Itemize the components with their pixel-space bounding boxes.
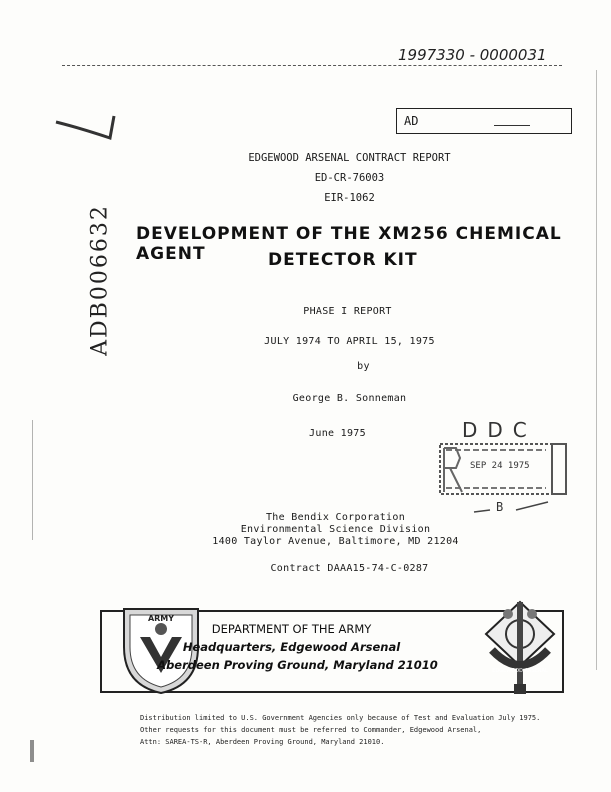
- report-title-line-1: DEVELOPMENT OF THE XM256 CHEMICAL AGENT: [136, 224, 562, 264]
- by-label: by: [357, 361, 370, 372]
- contractor-name: The Bendix Corporation: [265, 512, 406, 523]
- svg-text:ARMY: ARMY: [147, 614, 175, 623]
- svg-text:EDGEWOOD ARSENAL: EDGEWOOD ARSENAL: [492, 668, 548, 674]
- right-scan-edge: [596, 70, 597, 670]
- location-line: Aberdeen Proving Ground, Maryland 21010: [157, 658, 438, 672]
- contractor-address: 1400 Taylor Avenue, Baltimore, MD 21204: [212, 536, 459, 547]
- vertical-document-id: ADB006632: [87, 204, 113, 356]
- distribution-line-2: Other requests for this document must be referred to Commander, Edgewood Arsenal,: [140, 726, 482, 734]
- report-date: June 1975: [309, 428, 366, 439]
- margin-checkmark: [52, 110, 122, 150]
- distribution-line-1: Distribution limited to U.S. Government Agencies only because of Test and Evaluation July 1975.: [140, 714, 541, 722]
- phase-label: PHASE I REPORT: [303, 306, 392, 317]
- department-title: DEPARTMENT OF THE ARMY: [211, 622, 372, 636]
- report-code-2: EIR-1062: [324, 192, 375, 204]
- distribution-line-3: Attn: SAREA-TS-R, Aberdeen Proving Ground, Maryland 21010.: [140, 738, 385, 746]
- author-name: George B. Sonneman: [292, 393, 407, 404]
- left-scan-edge: [32, 420, 33, 540]
- contract-number: Contract DAAA15-74-C-0287: [270, 563, 429, 574]
- headquarters-line: Headquarters, Edgewood Arsenal: [182, 640, 401, 654]
- ad-label: AD: [404, 114, 419, 128]
- ad-number-box: [396, 108, 572, 134]
- ad-underline: [494, 125, 530, 126]
- ddc-stamp-date: SEP 24 1975: [470, 461, 530, 471]
- contractor-division: Environmental Science Division: [240, 524, 431, 535]
- bottom-left-mark: [30, 740, 34, 762]
- edgewood-arsenal-emblem: [478, 596, 562, 700]
- report-period: JULY 1974 TO APRIL 15, 1975: [264, 336, 435, 347]
- top-dashed-rule: [62, 65, 562, 66]
- accession-number: 1997330 - 0000031: [398, 46, 547, 64]
- report-code-1: ED-CR-76003: [314, 172, 385, 184]
- report-series: EDGEWOOD ARSENAL CONTRACT REPORT: [248, 152, 451, 164]
- report-title-line-2: DETECTOR KIT: [268, 250, 418, 270]
- ddc-stamp-heading: DDC: [462, 418, 537, 442]
- ddc-stamp-letter: B: [496, 500, 504, 514]
